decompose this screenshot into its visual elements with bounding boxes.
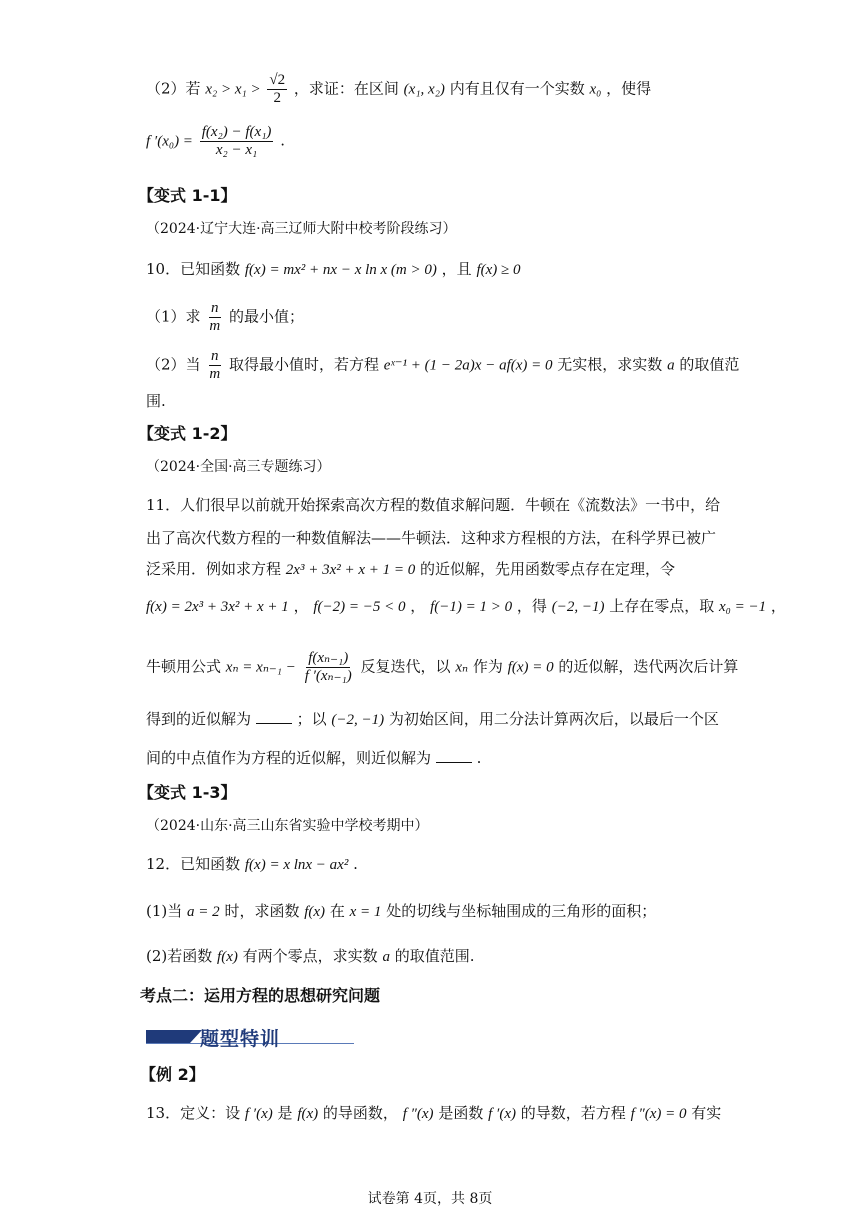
q9-part2-line1 (146, 72, 651, 107)
q10-part1-line (146, 300, 304, 335)
q10-line (146, 258, 521, 281)
fraction-denominator: f ′(xₙ₋₁) (304, 668, 352, 684)
q11-fx-zero: f(x) = 0 (507, 659, 554, 676)
q9-x0: x₀ (589, 81, 602, 98)
n-over-m-fraction-2 (207, 348, 222, 383)
q12-x-equals-1: x = 1 (349, 904, 382, 920)
q11-text-5a: 牛顿用公式 (146, 657, 222, 676)
q12-part2-text-a: (2)若函数 (146, 947, 213, 965)
q9-part2-end: . (280, 131, 285, 150)
q10-function: f(x) = mx² + nx − x ln x (m > 0) (244, 262, 437, 278)
q13-text-d: 是函数 (438, 1104, 484, 1122)
q13-text-b: 是 (277, 1104, 293, 1122)
variant-1-2-title: 【变式 1-2】 (138, 424, 237, 443)
q11-text-4f: ，得 (516, 597, 547, 615)
n-over-m-fraction (207, 300, 222, 335)
q12-a-equals-2: a = 2 (187, 904, 220, 920)
banner-bar (146, 1030, 190, 1043)
q12-part1-text-b: 时，求函数 (224, 902, 300, 920)
q10-part2-text-c: 无实根，求实数 (557, 355, 663, 374)
q12-part2-line (146, 945, 475, 968)
fraction-numerator: n (211, 348, 219, 364)
q11-xn: xₙ (455, 659, 469, 676)
fraction-numerator: √2 (269, 72, 286, 88)
q11-f-minus-1: f(−1) = 1 > 0 (430, 599, 513, 615)
q10-part1-text-a: （1）求 (146, 307, 201, 326)
q11-line6 (146, 708, 719, 731)
q11-line5 (146, 650, 738, 685)
q13-text-a: 13．定义：设 (146, 1104, 241, 1122)
variant-1-2-source: （2024·全国·高三专题练习） (146, 459, 331, 475)
banner-label: 题型特训 (200, 1028, 281, 1050)
q9-part2-text-d: ，使得 (606, 79, 652, 98)
q10-condition: f(x) ≥ 0 (476, 262, 521, 278)
q9-part2-line2 (146, 124, 285, 159)
q12-part2-text-c: 的取值范围. (394, 947, 475, 965)
q9-part2-text-c: 内有且仅有一个实数 (449, 79, 585, 98)
q11-text-4j: ， (770, 597, 786, 615)
q9-part2-text-a: （2）若 (146, 79, 201, 98)
q12-fx-2: f(x) (217, 949, 238, 965)
q11-text-5b: 反复迭代，以 (360, 657, 451, 676)
q13-text-c: 的导函数， (322, 1104, 398, 1122)
q11-equation: 2x³ + 3x² + x + 1 = 0 (285, 562, 416, 578)
q13-f-double-prime: f ″(x) (402, 1106, 434, 1122)
q12-text-b: . (353, 855, 358, 873)
q11-f-minus-2: f(−2) = −5 < 0 (313, 599, 406, 615)
q11-text-5f: 的近似解，迭代两次后计算 (558, 657, 739, 676)
newton-fraction (303, 650, 354, 685)
q11-line4 (146, 595, 786, 618)
page-footer: 试卷第 4页，共 8页 (367, 1191, 493, 1207)
q13-f-prime-2: f ′(x) (488, 1106, 516, 1122)
q11-text-4b: ， (293, 597, 309, 615)
q10-text-a: 10．已知函数 (146, 260, 241, 278)
variant-1-3-title: 【变式 1-3】 (138, 783, 237, 802)
fraction-denominator: m (209, 366, 221, 382)
q12-part1-text-a: (1)当 (146, 902, 183, 920)
q9-part2-text-b: ，求证：在区间 (293, 79, 399, 98)
q11-text-4d: ， (410, 597, 426, 615)
q10-part1-text-b: 的最小值； (228, 307, 304, 326)
variant-1-1-source: （2024·辽宁大连·高三辽师大附中校考阶段练习） (146, 221, 457, 237)
q10-part2-text-a: （2）当 (146, 355, 201, 374)
q11-text-7a: 间的中点值作为方程的近似解，则近似解为 (146, 749, 432, 767)
q11-text-3a: 泛采用．例如求方程 (146, 560, 282, 578)
q11-line7 (146, 747, 481, 769)
q11-text-6b: ；以 (296, 710, 327, 728)
q12-part2-text-b: 有两个零点，求实数 (242, 947, 378, 965)
q11-text-3b: 的近似解，先用函数零点存在定理，令 (420, 560, 676, 578)
q13-text-g: 有实 (691, 1104, 722, 1122)
q9-part2-condition: x₂ > x₁ > (205, 81, 261, 98)
q12-text-a: 12．已知函数 (146, 855, 241, 873)
q13-f-prime: f ′(x) (244, 1106, 273, 1122)
variant-1-1-title: 【变式 1-1】 (138, 186, 237, 205)
q13-line (146, 1102, 721, 1125)
fraction-denominator: x₂ − x₁ (215, 142, 258, 158)
sqrt2-over-2-fraction (267, 72, 287, 107)
q10-part2-line-cont: 围. (146, 392, 166, 410)
q10-equation: eˣ⁻¹ + (1 − 2a)x − af(x) = 0 (383, 357, 553, 374)
fraction-denominator: 2 (273, 90, 281, 106)
q11-line3 (146, 558, 675, 581)
q12-part1-text-c: 在 (329, 902, 345, 920)
example-2-title: 【例 2】 (140, 1065, 205, 1084)
q11-text-6d: 为初始区间，用二分法计算两次后，以最后一个区 (388, 710, 719, 728)
fraction-numerator: f(x₂) − f(x₁) (201, 124, 272, 140)
answer-blank-1[interactable] (256, 709, 292, 724)
q12-variable-a: a (382, 949, 390, 965)
q10-part2-text-b: 取得最小值时，若方程 (228, 355, 379, 374)
q13-equation: f ″(x) = 0 (630, 1106, 687, 1122)
question-type-banner (146, 1024, 356, 1048)
fraction-denominator: m (209, 318, 221, 334)
mean-value-fraction (200, 124, 274, 159)
variant-1-3-source: （2024·山东·高三山东省实验中学校考期中） (146, 818, 429, 834)
q9-interval: (x₁, x₂) (403, 81, 445, 98)
q10-part2-line (146, 348, 739, 383)
q11-x0: x₀ = −1 (719, 599, 767, 615)
newton-formula-lhs: xₙ = xₙ₋₁ − (225, 659, 296, 676)
q11-initial-interval: (−2, −1) (331, 712, 385, 728)
fraction-numerator: f(xₙ₋₁) (308, 650, 349, 666)
q10-variable-a: a (667, 357, 675, 374)
q12-fx: f(x) (304, 904, 326, 920)
q11-interval: (−2, −1) (551, 599, 605, 615)
q11-text-7b: . (476, 749, 482, 767)
q11-line1: 11．人们很早以前就开始探索高次方程的数值求解问题．牛顿在《流数法》一书中，给 (146, 496, 721, 514)
q12-line (146, 853, 358, 876)
q11-text-4h: 上存在零点，取 (609, 597, 715, 615)
q13-text-e: 的导数，若方程 (520, 1104, 626, 1122)
q13-fx: f(x) (297, 1106, 319, 1122)
q11-line2: 出了高次代数方程的一种数值解法——牛顿法．这种求方程根的方法，在科学界已被广 (146, 529, 717, 547)
fraction-numerator: n (211, 300, 219, 316)
q12-function: f(x) = x lnx − ax² (244, 857, 349, 873)
section-2-title: 考点二：运用方程的思想研究问题 (140, 986, 381, 1005)
answer-blank-2[interactable] (436, 748, 472, 763)
q9-derivative-lhs: f ′(x₀) = (146, 133, 193, 150)
q10-part2-text-d: 的取值范 (679, 355, 740, 374)
q10-text-b: ，且 (441, 260, 472, 278)
q12-part1-line (146, 900, 656, 923)
q12-part1-text-d: 处的切线与坐标轴围成的三角形的面积； (386, 902, 657, 920)
q11-text-6a: 得到的近似解为 (146, 710, 252, 728)
q11-text-5d: 作为 (472, 657, 503, 676)
q11-function: f(x) = 2x³ + 3x² + x + 1 (146, 599, 289, 615)
